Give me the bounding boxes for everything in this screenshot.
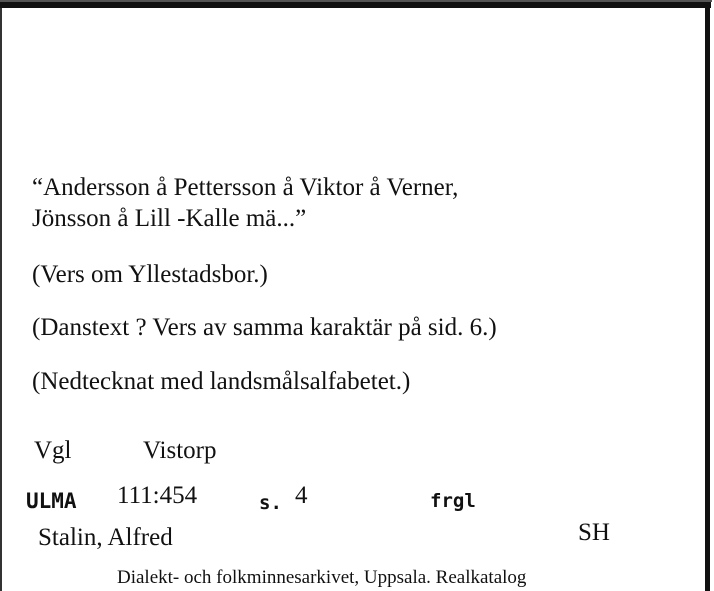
note-verse: (Vers om Yllestadsbor.) <box>32 261 268 288</box>
note-dance-text: (Danstext ? Vers av samma karaktär på sid. 6.) <box>32 314 497 341</box>
quote-line-2: Jönsson å Lill -Kalle mä...” <box>32 205 307 232</box>
region-code: Vgl <box>34 437 72 464</box>
card-right-edge <box>705 2 710 591</box>
quote-line-1: “Andersson å Pettersson å Viktor å Verner, <box>32 174 459 201</box>
category-code: frgl <box>430 490 476 512</box>
page-prefix: s. <box>259 492 282 514</box>
archive-code: ULMA <box>26 489 77 513</box>
page-number: 4 <box>295 482 308 509</box>
informant-name: Stalin, Alfred <box>38 524 173 551</box>
card-top-edge <box>0 2 711 8</box>
archive-footer: Dialekt- och folkminnesarkivet, Uppsala. Realkatalog <box>117 567 527 588</box>
accession-number: 111:454 <box>117 482 198 509</box>
parish-name: Vistorp <box>143 437 217 464</box>
note-notation: (Nedtecknat med landsmålsalfabetet.) <box>32 368 411 395</box>
recorder-initials: SH <box>578 519 610 546</box>
card-left-edge <box>0 8 2 591</box>
